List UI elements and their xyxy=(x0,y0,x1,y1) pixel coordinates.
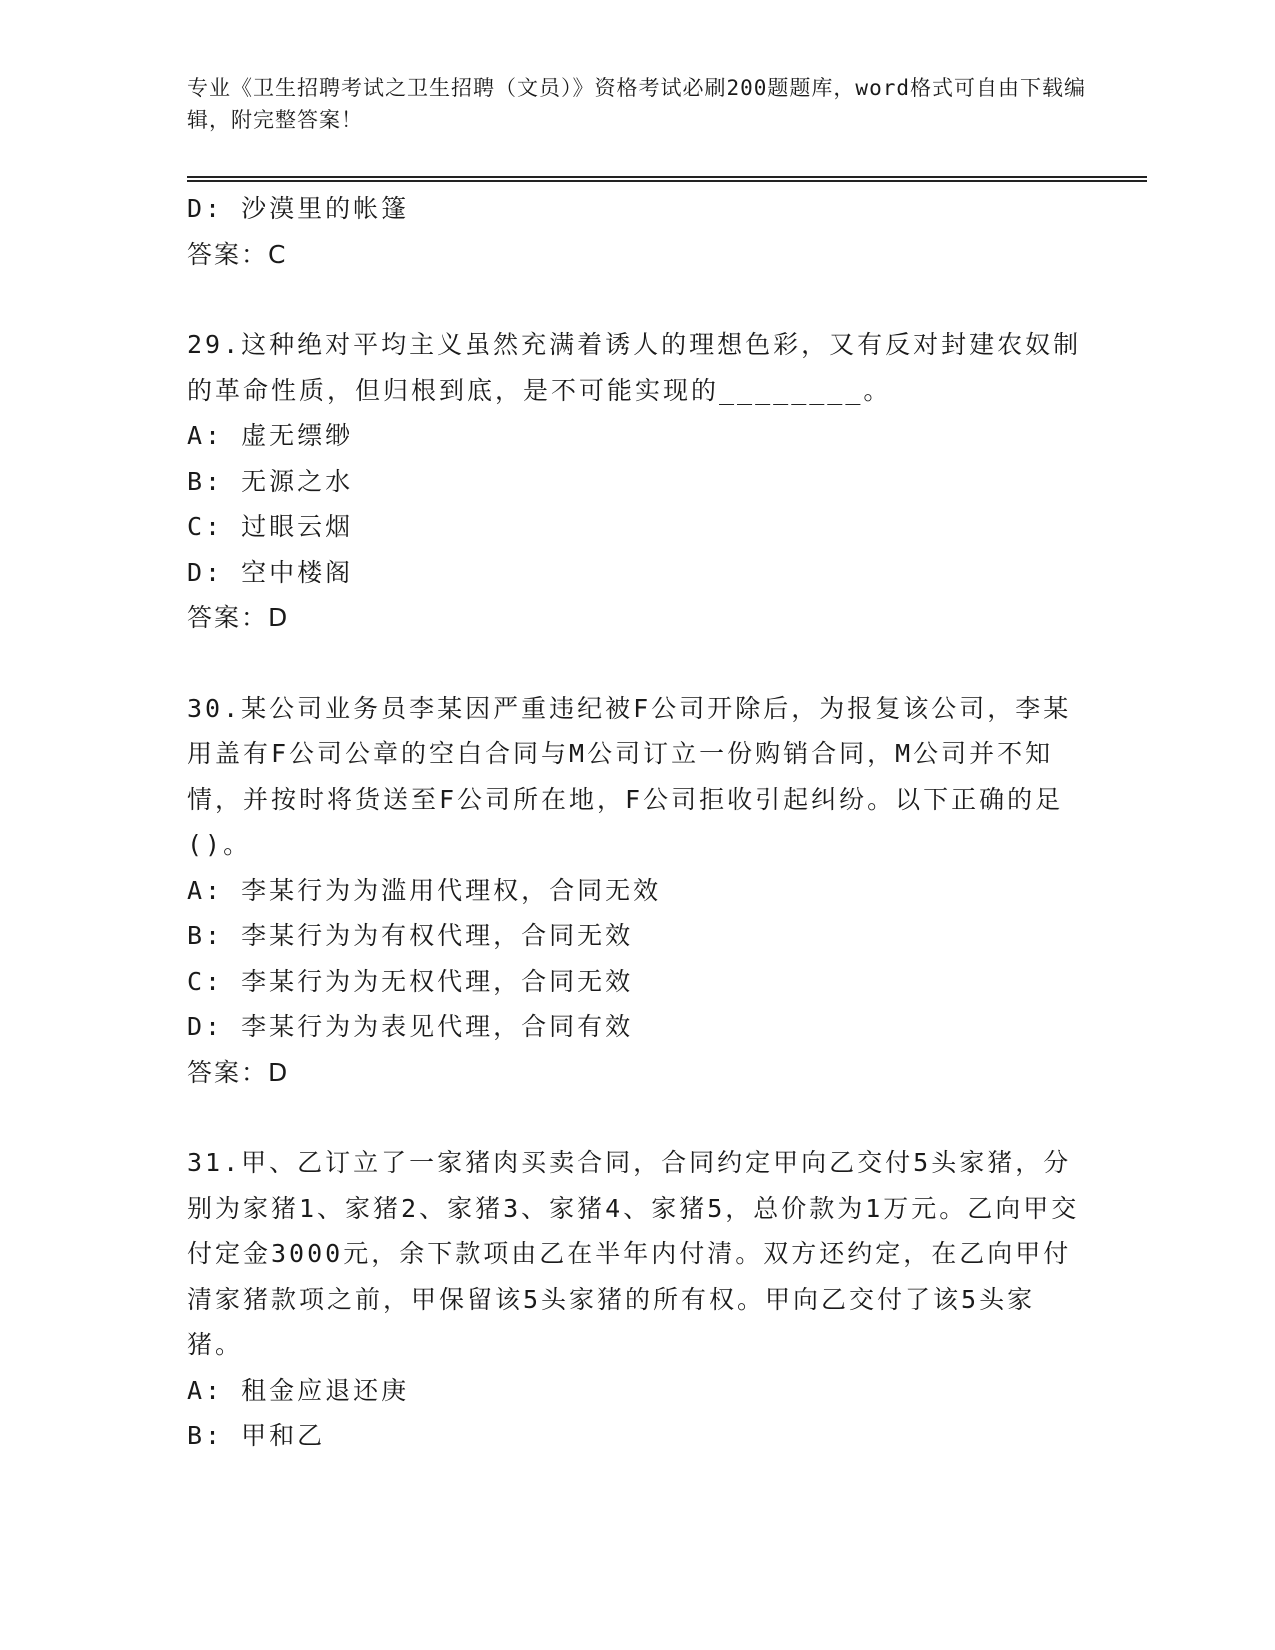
question-stem: 31.甲、乙订立了一家猪肉买卖合同，合同约定甲向乙交付5头家猪，分别为家猪1、家猪2、家猪3、家猪4、家猪5，总价款为1万元。乙向甲交付定金3000元，余下款项由乙在半年内付清。双方还约定，在乙向甲付清家猪款项之前，甲保留该5头家猪的所有权。甲向乙交付了该5头家猪。 xyxy=(187,1148,1080,1359)
question-30 xyxy=(187,686,1087,1096)
option-a: A: 租金应退还庚 xyxy=(187,1375,410,1405)
option-c: C: 李某行为为无权代理，合同无效 xyxy=(187,966,634,996)
option-b: B: 无源之水 xyxy=(187,466,354,496)
option-d: D: 空中楼阁 xyxy=(187,557,354,587)
previous-question-fragment xyxy=(187,186,1087,277)
option-c: C: 过眼云烟 xyxy=(187,512,354,541)
option-b: B: 李某行为为有权代理，合同无效 xyxy=(187,921,634,950)
answer-line: 答案：D xyxy=(187,603,290,632)
question-stem: 30.某公司业务员李某因严重违纪被F公司开除后，为报复该公司，李某用盖有F公司公章的空白合同与M公司订立一份购销合同，M公司并不知情，并按时将货送至F公司所在地，F公司拒收引起纠纷。以下正确的足()。 xyxy=(187,693,1072,859)
header-double-rule xyxy=(187,176,1147,182)
option-d: D: 沙漠里的帐篷 xyxy=(187,194,410,223)
option-a: A: 李某行为为滥用代理权，合同无效 xyxy=(187,875,662,905)
option-d: D: 李某行为为表见代理，合同有效 xyxy=(187,1012,634,1041)
answer-line: 答案：D xyxy=(187,1057,290,1087)
option-a: A: 虚无缥缈 xyxy=(187,421,354,450)
page-header-title: 专业《卫生招聘考试之卫生招聘（文员）》资格考试必刷200题题库，word格式可自由下载编辑，附完整答案！ xyxy=(187,76,1086,132)
document-body xyxy=(187,186,1087,1459)
option-b: B: 甲和乙 xyxy=(187,1421,326,1450)
question-stem: 29.这种绝对平均主义虽然充满着诱人的理想色彩，又有反对封建农奴制的革命性质，但归根到底，是不可能实现的________。 xyxy=(187,330,1082,405)
answer-line: 答案：C xyxy=(187,239,288,269)
question-29 xyxy=(187,322,1087,641)
question-31 xyxy=(187,1140,1087,1459)
